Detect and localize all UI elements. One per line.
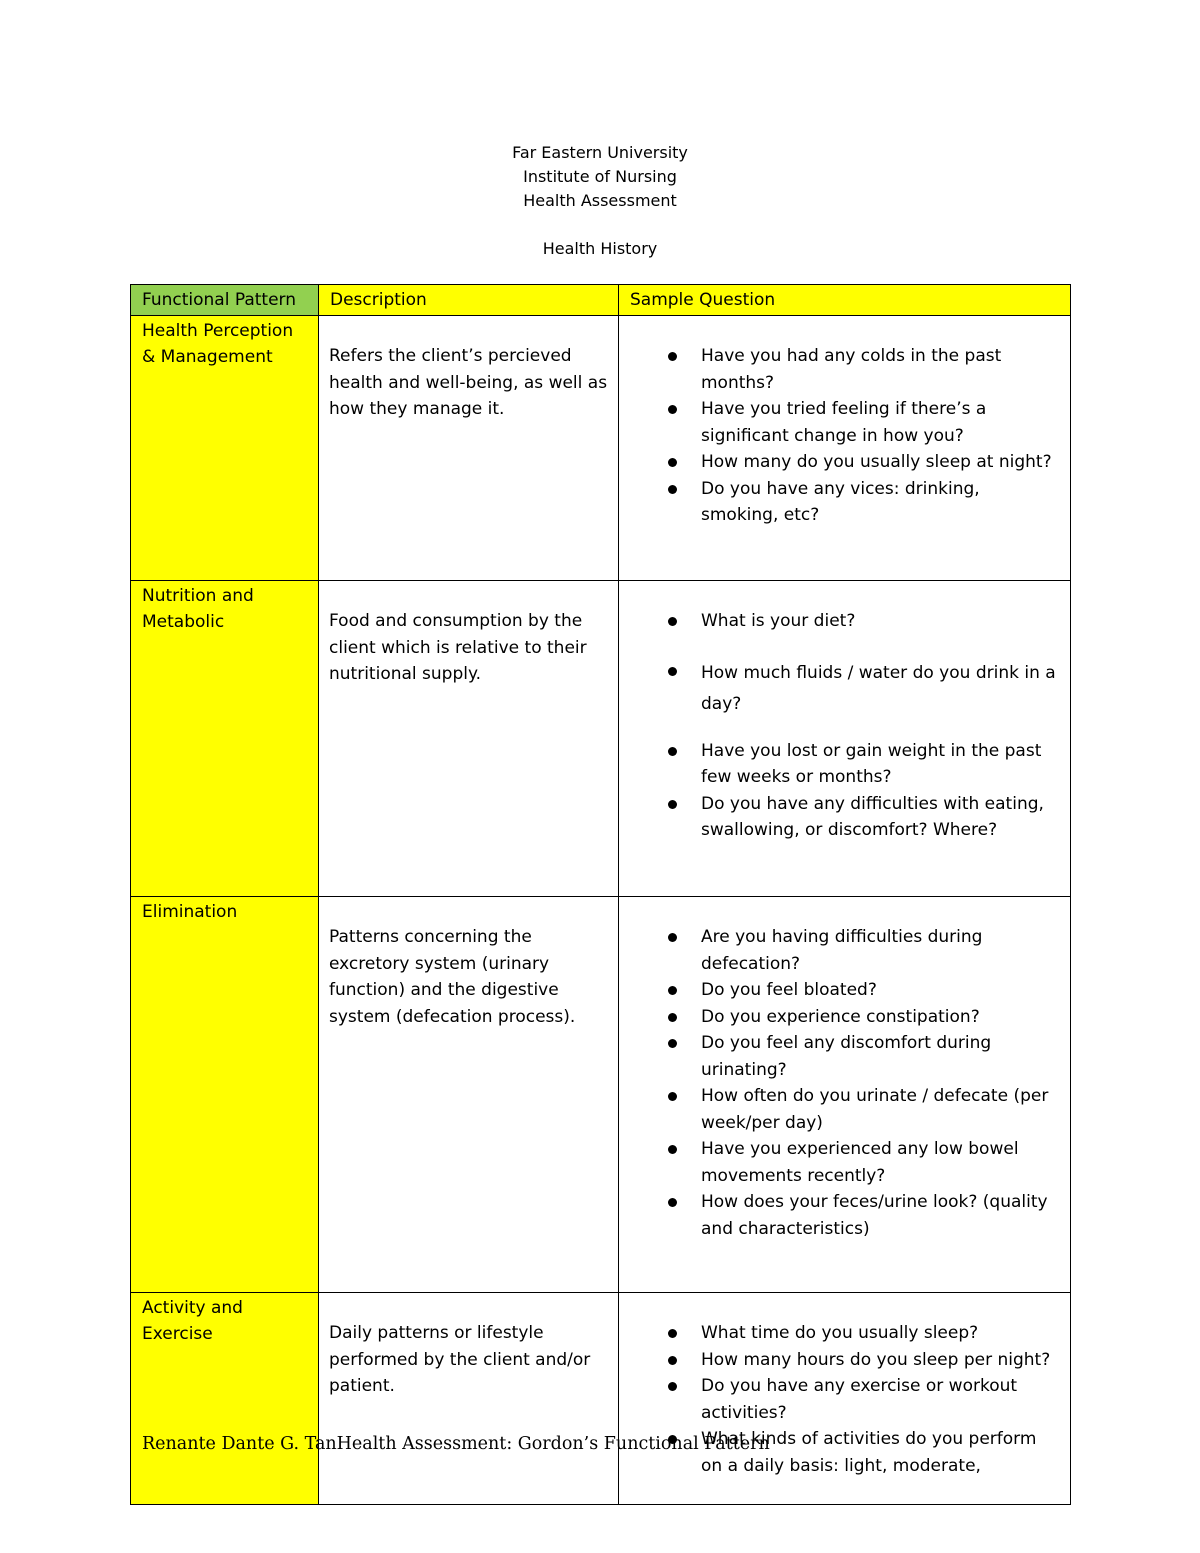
institute-name: Institute of Nursing	[523, 167, 677, 186]
section-title: Health History	[542, 239, 658, 258]
bullet-icon	[668, 1356, 677, 1365]
list-item: Do you have any vices: drinking, smoking, etc?	[619, 476, 1062, 529]
table-row	[131, 897, 1071, 1293]
question-list	[619, 924, 1062, 1242]
bullet-icon	[668, 667, 677, 676]
description-cell: Refers the client’s percieved health and well-being, as well as how they manage it.	[319, 316, 619, 581]
pattern-cell	[131, 581, 319, 897]
bullet-icon	[668, 485, 677, 494]
bullet-icon	[668, 1013, 677, 1022]
questions-cell	[619, 581, 1071, 897]
list-item: Have you lost or gain weight in the past few weeks or months?	[619, 738, 1062, 791]
list-item: Have you had any colds in the past months?	[619, 343, 1062, 396]
page-footer: Renante Dante G. TanHealth Assessment: Gordon’s Functional Pattern	[142, 1434, 770, 1454]
column-header-description: Description	[319, 285, 619, 316]
functional-pattern-table	[130, 284, 1071, 1505]
list-item: How many do you usually sleep at night?	[619, 449, 1062, 476]
list-item: Do you have any difficulties with eating, swallowing, or discomfort? Where?	[619, 791, 1062, 844]
questions-cell	[619, 897, 1071, 1293]
questions-cell	[619, 1293, 1071, 1505]
list-item: Are you having difficulties during defecation?	[619, 924, 1062, 977]
bullet-icon	[668, 747, 677, 756]
list-item: How many hours do you sleep per night?	[619, 1347, 1062, 1374]
bullet-icon	[668, 1039, 677, 1048]
bullet-icon	[668, 800, 677, 809]
bullet-icon	[668, 1092, 677, 1101]
university-name: Far Eastern University	[512, 143, 688, 162]
list-item: Have you experienced any low bowel movements recently?	[619, 1136, 1062, 1189]
pattern-label: Health Perception	[142, 321, 294, 341]
question-list	[619, 343, 1062, 529]
list-item: Do you have any exercise or workout activities?	[619, 1373, 1062, 1426]
table-row	[131, 316, 1071, 581]
bullet-icon	[668, 352, 677, 361]
list-item: Do you feel bloated?	[619, 977, 1062, 1004]
pattern-cell	[131, 316, 319, 581]
pattern-cell	[131, 897, 319, 1293]
column-header-sample-question: Sample Question	[619, 285, 1071, 316]
list-item: What time do you usually sleep?	[619, 1320, 1062, 1347]
document-header	[0, 141, 1200, 261]
pattern-cell	[131, 1293, 319, 1505]
pattern-label: Elimination	[142, 902, 238, 922]
list-item: Do you experience constipation?	[619, 1004, 1062, 1031]
bullet-icon	[668, 1198, 677, 1207]
bullet-icon	[668, 458, 677, 467]
pattern-label: Nutrition and	[142, 586, 254, 606]
course-name: Health Assessment	[523, 191, 677, 210]
bullet-icon	[668, 986, 677, 995]
bullet-icon	[668, 933, 677, 942]
bullet-icon	[668, 617, 677, 626]
list-item: Do you feel any discomfort during urinating?	[619, 1030, 1062, 1083]
question-list	[619, 608, 1062, 844]
description-cell: Daily patterns or lifestyle performed by the client and/or patient.	[319, 1293, 619, 1505]
list-item: How often do you urinate / defecate (per week/per day)	[619, 1083, 1062, 1136]
list-item: Have you tried feeling if there’s a significant change in how you?	[619, 396, 1062, 449]
description-cell: Food and consumption by the client which is relative to their nutritional supply.	[319, 581, 619, 897]
list-item: What kinds of activities do you perform on a daily basis: light, moderate,	[619, 1426, 1062, 1477]
list-item: What is your diet?	[619, 608, 1062, 635]
table-header-row	[131, 285, 1071, 316]
bullet-icon	[668, 405, 677, 414]
table-row	[131, 581, 1071, 897]
pattern-label: Metabolic	[142, 612, 225, 632]
description-cell: Patterns concerning the excretory system (urinary function) and the digestive system (defecation process).	[319, 897, 619, 1293]
questions-cell	[619, 316, 1071, 581]
table-row	[131, 1293, 1071, 1505]
list-item: How does your feces/urine look? (quality and characteristics)	[619, 1189, 1062, 1242]
bullet-icon	[668, 1382, 677, 1391]
column-header-functional-pattern: Functional Pattern	[131, 285, 319, 316]
list-item: How much fluids / water do you drink in a day?	[619, 658, 1062, 720]
pattern-label: Exercise	[142, 1324, 213, 1344]
bullet-icon	[668, 1145, 677, 1154]
pattern-label: & Management	[142, 347, 273, 367]
bullet-icon	[668, 1329, 677, 1338]
pattern-label: Activity and	[142, 1298, 243, 1318]
